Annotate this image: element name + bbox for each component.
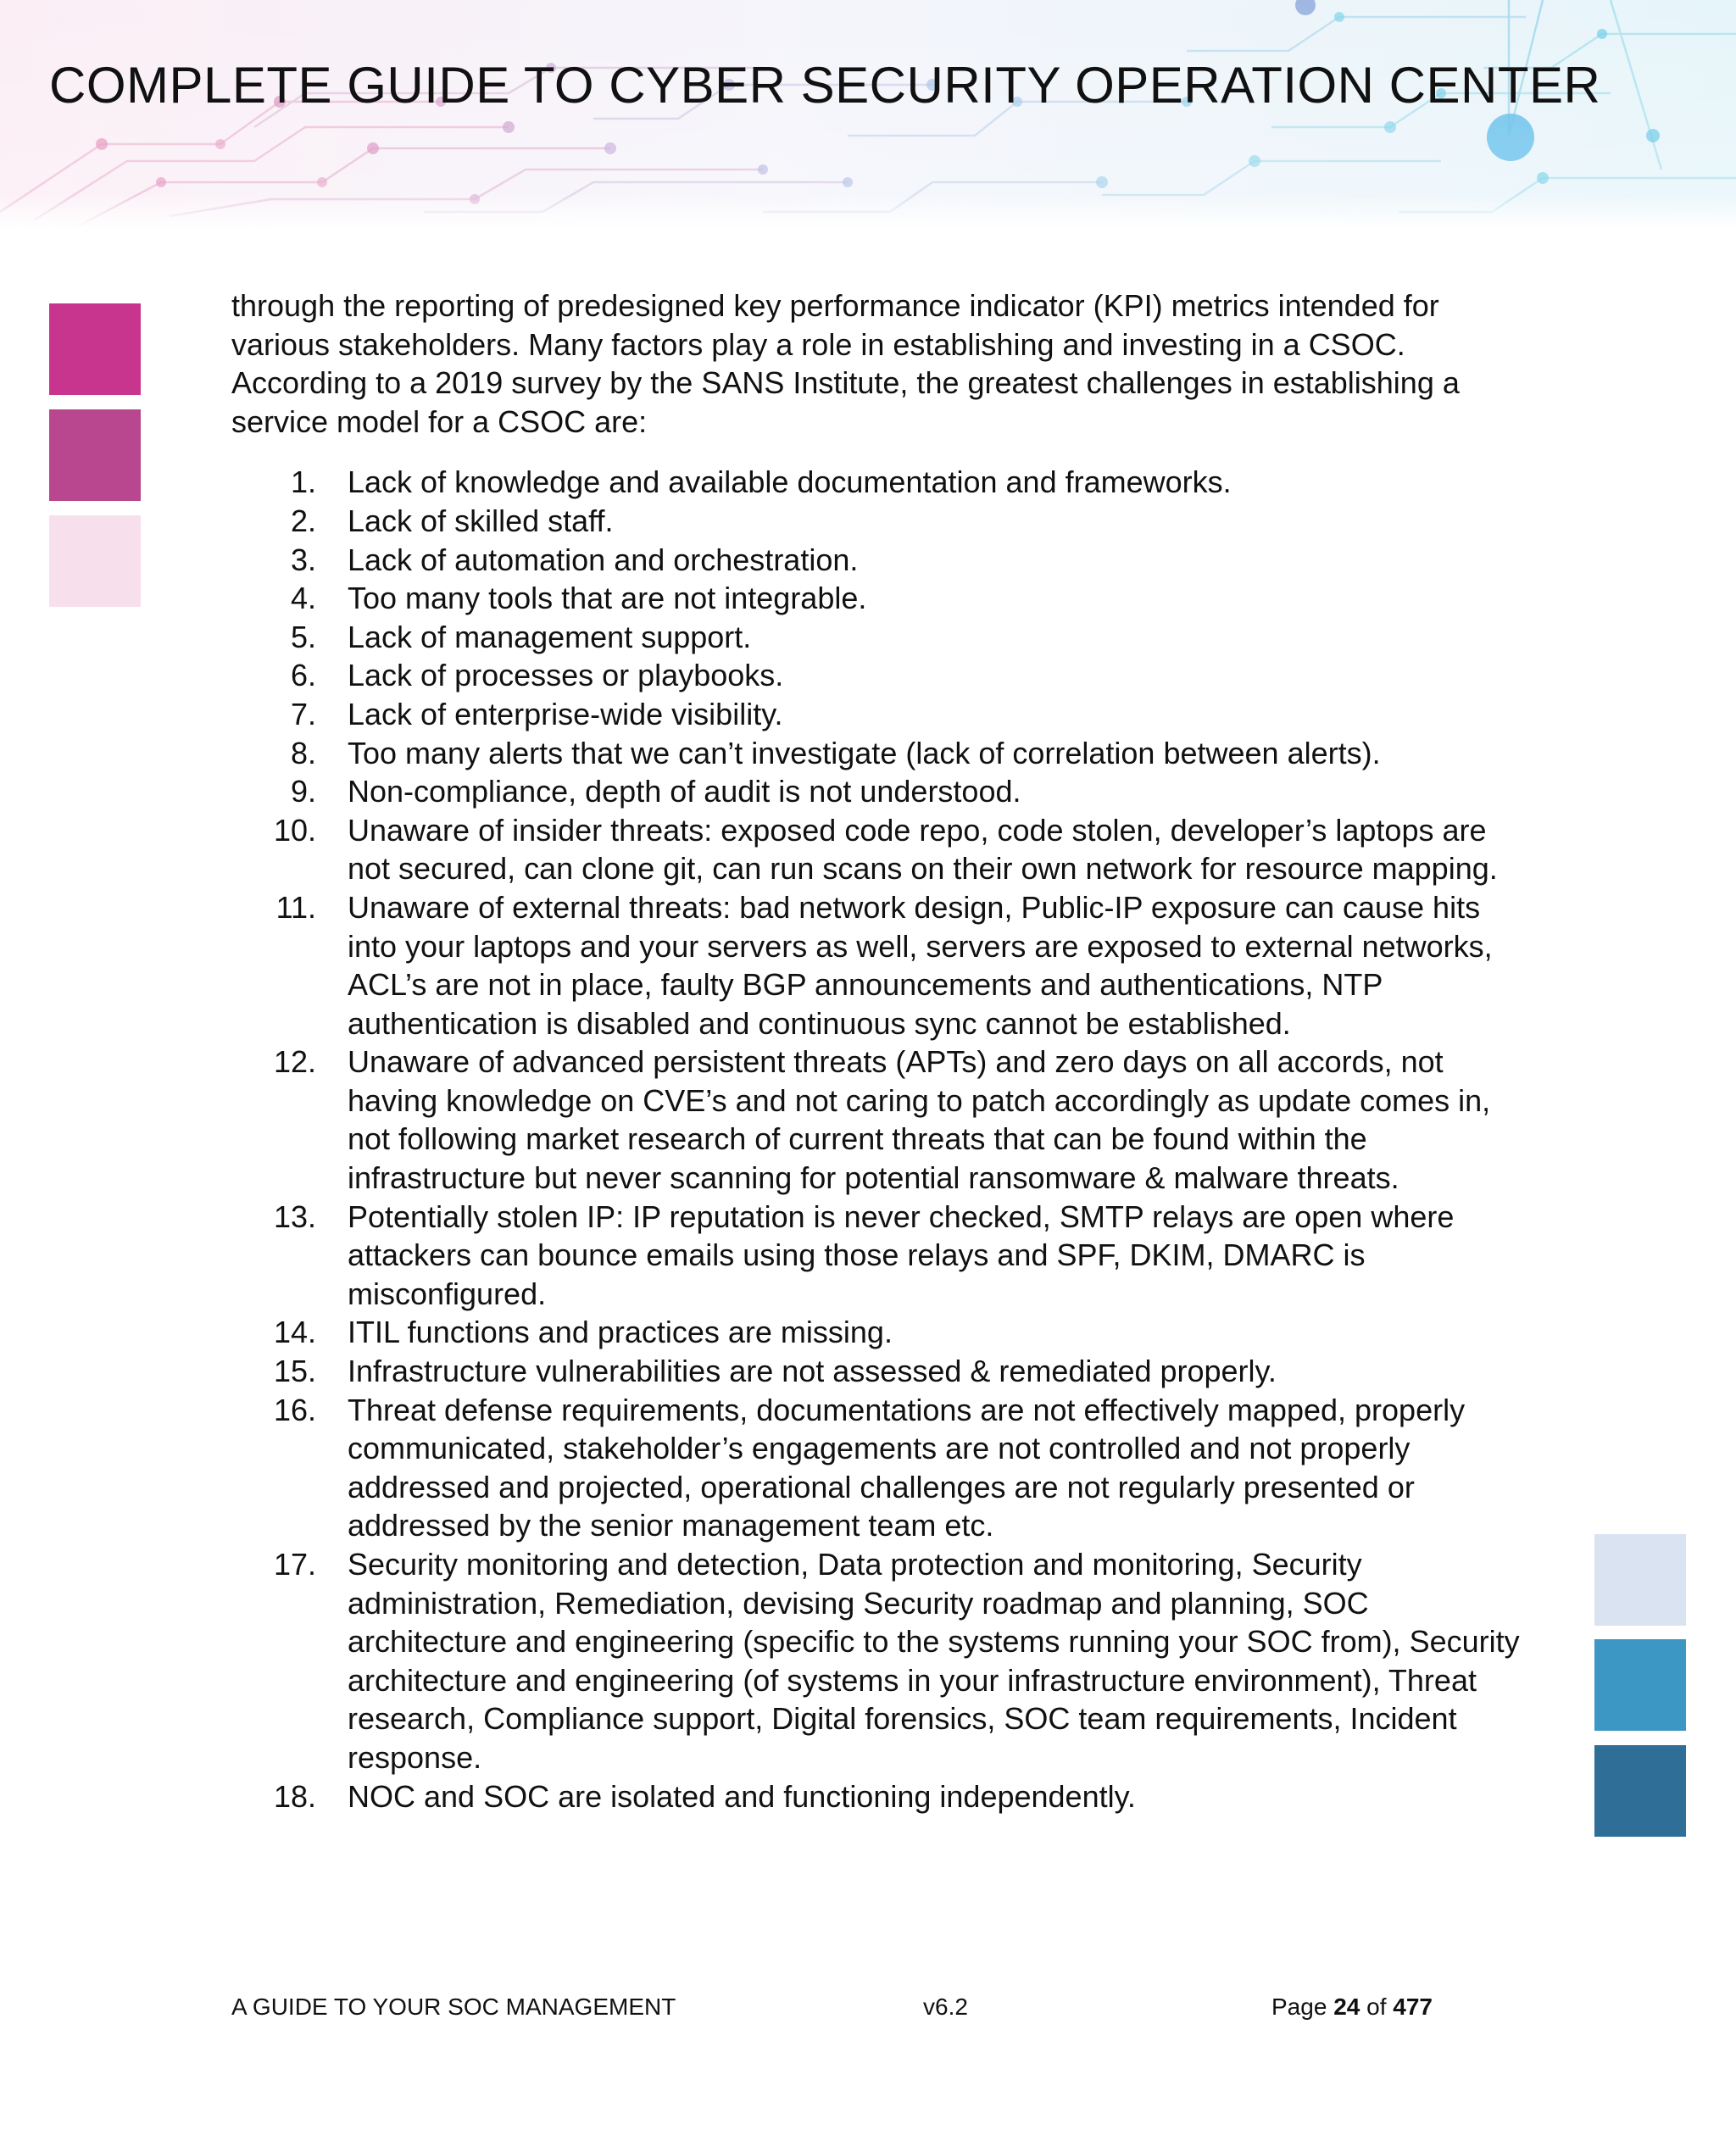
list-item xyxy=(231,1391,1520,1545)
list-item-text: Unaware of external threats: bad network design, Public-IP exposure can cause hits into your laptops and your servers as well, servers are exposed to external networks, ACL’s are not in place, faulty BGP announcements and authentications, NTP authentication is disabled and continuous sync cannot be established. xyxy=(348,889,1493,1041)
list-item-number: 16. xyxy=(273,1392,316,1427)
list-item-text: Unaware of insider threats: exposed code repo, code stolen, developer’s laptops are not secured, can clone git, can run scans on their own network for resource mapping. xyxy=(348,812,1498,887)
document-title: COMPLETE GUIDE TO CYBER SECURITY OPERATION CENTER xyxy=(49,57,1601,114)
list-item-number: 2. xyxy=(290,503,316,538)
list-item xyxy=(231,656,1520,695)
list-item-number: 10. xyxy=(273,812,316,848)
list-item-number: 3. xyxy=(290,542,316,577)
footer-page-number xyxy=(1271,1994,1433,2021)
list-item-number: 14. xyxy=(273,1315,316,1350)
list-item xyxy=(231,463,1520,502)
list-item xyxy=(231,541,1520,580)
list-item-text: ITIL functions and practices are missing. xyxy=(348,1315,893,1350)
list-item-text: Lack of knowledge and available documentation and frameworks. xyxy=(348,464,1232,500)
list-item-number: 5. xyxy=(290,619,316,654)
list-item-number: 9. xyxy=(290,774,316,809)
footer-document-name: A GUIDE TO YOUR SOC MANAGEMENT xyxy=(231,1994,676,2020)
intro-paragraph: through the reporting of predesigned key performance indicator (KPI) metrics intended for various stakeholders. Many factors play a role in establishing and investing in a CSOC. According to a 2019 survey by the SANS Institute, the greatest challenges in establishing a service model for a CSOC are: xyxy=(231,288,1460,439)
list-item-text: Too many alerts that we can’t investigate (lack of correlation between alerts). xyxy=(348,735,1381,770)
list-item-text: Lack of enterprise-wide visibility. xyxy=(348,696,783,731)
list-item-number: 15. xyxy=(273,1354,316,1389)
page-total: 477 xyxy=(1393,1994,1433,2020)
decorative-block-blue-mid xyxy=(1594,1639,1686,1731)
list-item xyxy=(231,579,1520,618)
decorative-block-blue-dark xyxy=(1594,1745,1686,1837)
list-item-number: 17. xyxy=(273,1547,316,1582)
list-item-number: 13. xyxy=(273,1198,316,1234)
list-item-number: 11. xyxy=(275,889,316,925)
decorative-block-magenta-dark xyxy=(49,303,141,395)
list-item-number: 4. xyxy=(290,581,316,616)
decorative-block-blue-light xyxy=(1594,1534,1686,1626)
page-current: 24 xyxy=(1333,1994,1360,2020)
list-item-text: Too many tools that are not integrable. xyxy=(348,581,867,616)
decorative-block-magenta-light xyxy=(49,515,141,607)
list-item-number: 12. xyxy=(273,1044,316,1080)
list-item-text: Threat defense requirements, documentations are not effectively mapped, properly communicated, stakeholder’s engagements are not controlled and not properly addressed and projected, operational challenges are not regularly presented or addressed by the senior management team etc. xyxy=(348,1392,1466,1543)
list-item xyxy=(231,1352,1520,1391)
list-item xyxy=(231,772,1520,811)
list-item-number: 7. xyxy=(290,696,316,731)
list-item xyxy=(231,1313,1520,1352)
list-item xyxy=(231,1198,1520,1314)
list-item xyxy=(231,888,1520,1043)
decorative-block-magenta-mid xyxy=(49,409,141,501)
list-item-text: Potentially stolen IP: IP reputation is never checked, SMTP relays are open where attackers can bounce emails using those relays and SPF, DKIM, DMARC is misconfigured. xyxy=(348,1198,1455,1311)
list-item-number: 1. xyxy=(290,464,316,500)
list-item-text: Non-compliance, depth of audit is not understood. xyxy=(348,774,1021,809)
list-item-text: Lack of management support. xyxy=(348,619,752,654)
list-item xyxy=(231,1777,1520,1816)
list-item xyxy=(231,1545,1520,1777)
page-body xyxy=(231,286,1520,1816)
challenges-list xyxy=(231,463,1520,1816)
header-banner xyxy=(0,0,1736,229)
list-item-number: 18. xyxy=(273,1778,316,1814)
footer-version: v6.2 xyxy=(923,1994,968,2020)
list-item-number: 8. xyxy=(290,735,316,770)
list-item-text: NOC and SOC are isolated and functioning independently. xyxy=(348,1778,1136,1814)
circuit-board-decoration xyxy=(0,0,1736,229)
page-footer xyxy=(0,1994,1736,2027)
list-item-text: Security monitoring and detection, Data protection and monitoring, Security administration, Remediation, devising Security roadmap and planning, SOC architecture and engineering (specific to the systems running your SOC from), Security architecture and engineering (of systems in your infrastructure environment), Threat research, Compliance support, Digital forensics, SOC team requirements, Incident response. xyxy=(348,1547,1520,1775)
list-item-number: 6. xyxy=(290,658,316,693)
list-item xyxy=(231,811,1520,888)
list-item xyxy=(231,502,1520,541)
list-item xyxy=(231,618,1520,657)
list-item xyxy=(231,695,1520,734)
list-item-text: Infrastructure vulnerabilities are not assessed & remediated properly. xyxy=(348,1354,1277,1389)
list-item-text: Lack of skilled staff. xyxy=(348,503,614,538)
list-item xyxy=(231,1043,1520,1197)
list-item-text: Unaware of advanced persistent threats (APTs) and zero days on all accords, not having knowledge on CVE’s and not caring to patch accordingly as update comes in, not following market research of current threats that can be found within the infrastructure but never scanning for potential ransomware & malware threats. xyxy=(348,1044,1491,1196)
page-label: Page xyxy=(1271,1994,1327,2020)
list-item-text: Lack of processes or playbooks. xyxy=(348,658,784,693)
list-item-text: Lack of automation and orchestration. xyxy=(348,542,859,577)
list-item xyxy=(231,734,1520,773)
page-of-label: of xyxy=(1366,1994,1387,2020)
